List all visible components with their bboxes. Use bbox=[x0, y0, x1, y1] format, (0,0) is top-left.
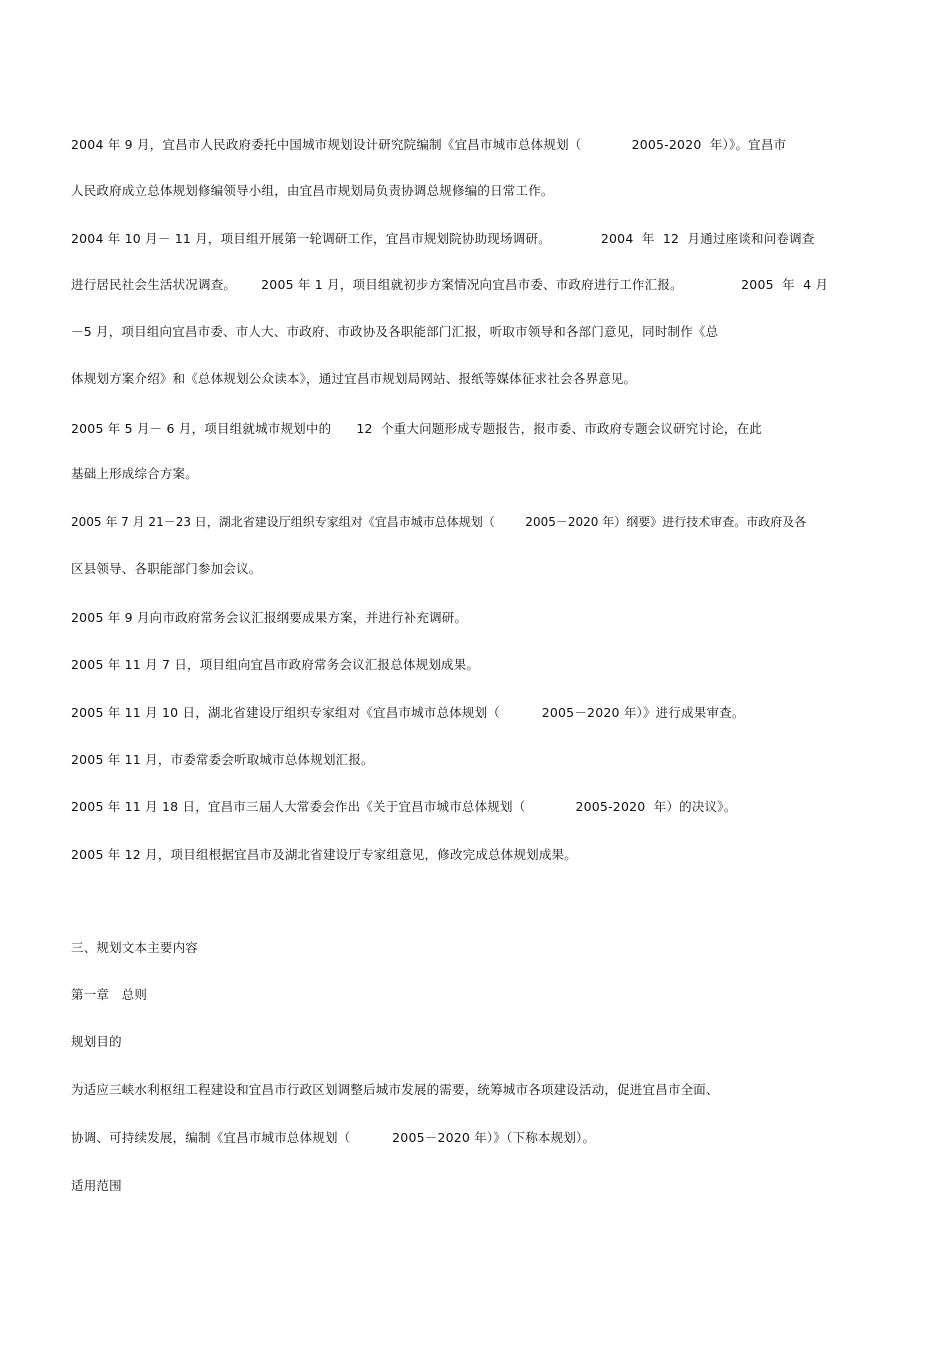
paragraph-2005-dec: 2005 年 12 月，项目组根据宜昌市及湖北省建设厅专家组意见，修改完成总体规划成果。 bbox=[71, 847, 577, 862]
paragraph-2005-may-line2: 基础上形成综合方案。 bbox=[71, 466, 199, 481]
paragraph-2005-jul-line1: 2005 年 7 月 21－23 日，湖北省建设厅组织专家组对《宜昌市城市总体规划（ 2005－2020 年）纲要》进行技术审查。市政府及各 bbox=[71, 515, 807, 529]
purpose-heading: 规划目的 bbox=[71, 1034, 122, 1049]
paragraph-2005-nov-10: 2005 年 11 月 10 日，湖北省建设厅组织专家组对《宜昌市城市总体规划（ 2005－2020 年）》进行成果审查。 bbox=[71, 705, 745, 720]
paragraph-2004-sep-line2: 人民政府成立总体规划修编领导小组，由宜昌市规划局负责协调总规修编的日常工作。 bbox=[71, 183, 554, 198]
paragraph-2004-oct-line3: －5 月，项目组向宜昌市委、市人大、市政府、市政协及各职能部门汇报，听取市领导和各部门意见，同时制作《总 bbox=[71, 324, 719, 339]
section-title: 三、规划文本主要内容 bbox=[71, 940, 199, 955]
purpose-text-line2: 协调、可持续发展，编制《宜昌市城市总体规划（ 2005－2020 年）》（下称本规划）。 bbox=[71, 1130, 596, 1145]
paragraph-2004-oct-line2: 进行居民社会生活状况调查。 2005 年 1 月，项目组就初步方案情况向宜昌市委、市政府进行工作汇报。 2005 年 4 月 bbox=[71, 277, 829, 292]
paragraph-2005-jul-line2: 区县领导、各职能部门参加会议。 bbox=[71, 561, 262, 576]
paragraph-2005-nov: 2005 年 11 月，市委常委会听取城市总体规划汇报。 bbox=[71, 752, 374, 767]
paragraph-2005-nov-18: 2005 年 11 月 18 日，宜昌市三届人大常委会作出《关于宜昌市城市总体规划（ 2005-2020 年）的决议》。 bbox=[71, 799, 737, 814]
scope-heading: 适用范围 bbox=[71, 1178, 122, 1193]
paragraph-2004-sep-line1: 2004 年 9 月，宜昌市人民政府委托中国城市规划设计研究院编制《宜昌市城市总体规划（ 2005-2020 年）》。宜昌市 bbox=[71, 137, 787, 152]
paragraph-2005-sep: 2005 年 9 月向市政府常务会议汇报纲要成果方案，并进行补充调研。 bbox=[71, 610, 468, 625]
paragraph-2005-nov-7: 2005 年 11 月 7 日，项目组向宜昌市政府常务会议汇报总体规划成果。 bbox=[71, 657, 480, 672]
chapter-title: 第一章 总则 bbox=[71, 987, 148, 1002]
paragraph-2004-oct-line4: 体规划方案介绍》和《总体规划公众读本》，通过宜昌市规划局网站、报纸等媒体征求社会各界意见。 bbox=[71, 371, 637, 386]
purpose-text-line1: 为适应三峡水利枢纽工程建设和宜昌市行政区划调整后城市发展的需要，统筹城市各项建设活动，促进宜昌市全面、 bbox=[71, 1082, 719, 1097]
paragraph-2005-may-line1: 2005 年 5 月－ 6 月，项目组就城市规划中的 12 个重大问题形成专题报告，报市委、市政府专题会议研究讨论，在此 bbox=[71, 421, 762, 436]
paragraph-2004-oct-line1: 2004 年 10 月－ 11 月，项目组开展第一轮调研工作，宜昌市规划院协助现场调研。 2004 年 12 月通过座谈和问卷调查 bbox=[71, 231, 815, 246]
